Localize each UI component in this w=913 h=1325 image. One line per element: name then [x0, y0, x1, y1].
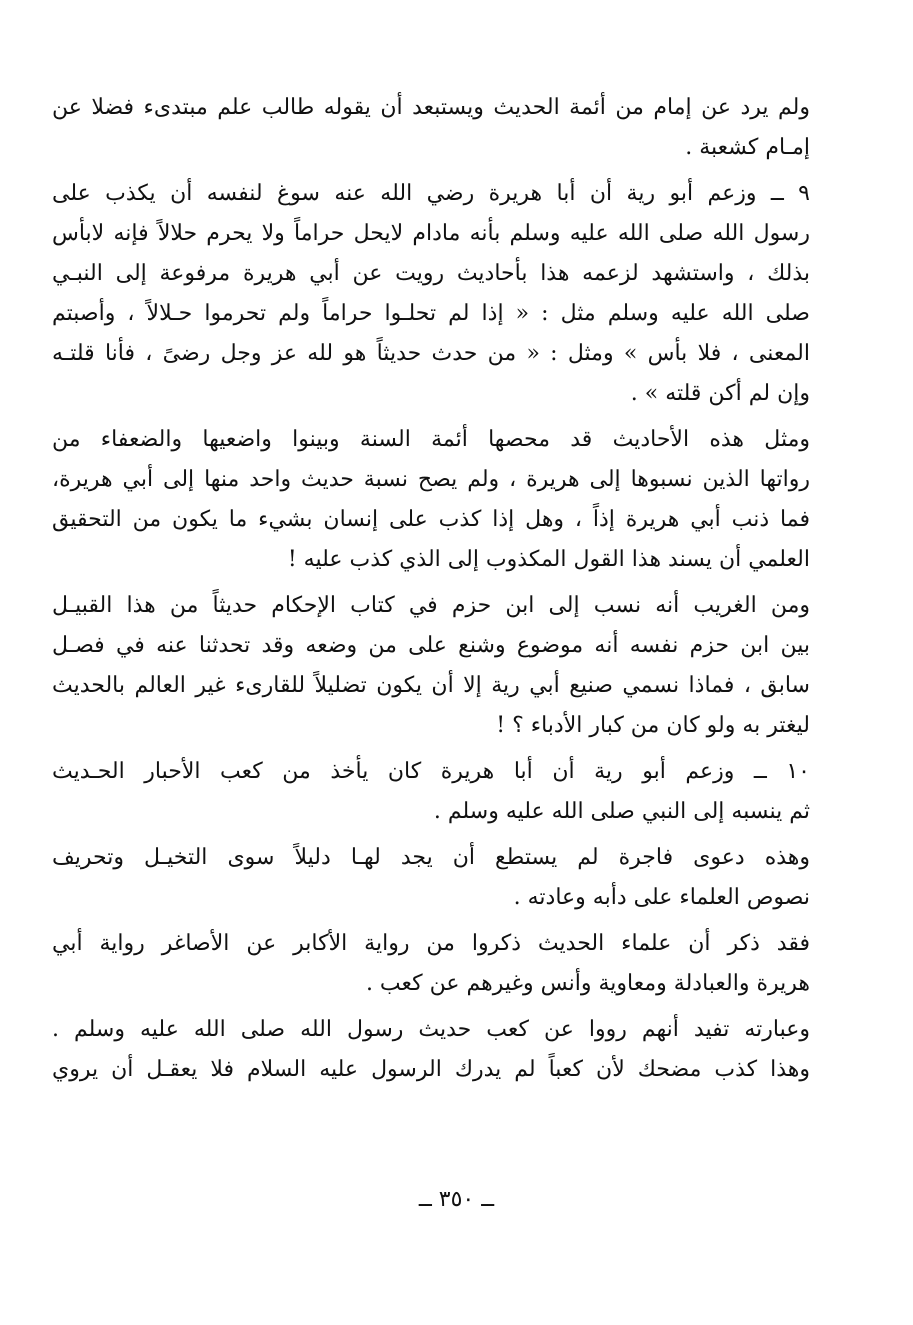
text-line: ومن الغريب أنه نسب إلى ابن حزم في كتاب الإحكام حديثاً من هذا القبيـل: [52, 593, 810, 618]
text-line: نصوص العلماء على دأبه وعادته .: [513, 885, 810, 910]
paragraph-2: [52, 174, 810, 414]
text-line: هريرة والعبادلة ومعاوية وأنس وغيرهم عن كعب .: [365, 971, 810, 996]
text-line: فقد ذكر أن علماء الحديث ذكروا من رواية الأكابر عن الأصاغر رواية أبي: [52, 931, 810, 956]
text-line: ٩ ــ وزعم أبو رية أن أبا هريرة رضي الله عنه سوغ لنفسه أن يكذب على: [52, 181, 810, 206]
text-line: وإن لم أكن قلته » .: [630, 381, 810, 406]
paragraph-4: [52, 586, 810, 746]
page-body: [52, 88, 810, 1090]
paragraph-3: [52, 420, 810, 580]
text-line: وهذه دعوى فاجرة لم يستطع أن يجد لهـا دليلاً سوى التخيـل وتحريف: [52, 845, 810, 870]
text-line: فما ذنب أبي هريرة إذاً ، وهل إذا كذب على إنسان بشيء ما يكون من التحقيق: [52, 507, 810, 532]
text-line: ومثل هذه الأحاديث قد محصها أئمة السنة وبينوا واضعيها والضعفاء من: [52, 427, 810, 452]
page-number: ــ ٣٥٠ ــ: [418, 1187, 495, 1212]
paragraph-7: [52, 924, 810, 1004]
text-line: المعنى ، فلا بأس » ومثل : « من حدث حديثاً هو لله عز وجل رضىً ، فأنا قلتـه: [52, 341, 810, 366]
text-line: سابق ، فماذا نسمي صنيع أبي رية إلا أن يكون تضليلاً للقارىء غير العالم بالحديث: [52, 673, 810, 698]
paragraph-1: [52, 88, 810, 168]
text-line: إمـام كشعبة .: [685, 135, 810, 160]
text-line: ولم يرد عن إمام من أئمة الحديث ويستبعد أن يقوله طالب علم مبتدىء فضلا عن: [52, 95, 810, 120]
text-line: رسول الله صلى الله عليه وسلم بأنه مادام لايحل حراماً ولا يحرم حلالاً فإنه لابأس: [52, 221, 810, 246]
text-line: وعبارته تفيد أنهم رووا عن كعب حديث رسول الله صلى الله عليه وسلم .: [52, 1017, 810, 1042]
text-line: العلمي أن يسند هذا القول المكذوب إلى الذي كذب عليه !: [287, 547, 810, 572]
paragraph-8: [52, 1010, 810, 1090]
paragraph-6: [52, 838, 810, 918]
text-line: ثم ينسبه إلى النبي صلى الله عليه وسلم .: [433, 799, 810, 824]
paragraph-5: [52, 752, 810, 832]
text-line: رواتها الذين نسبوها إلى هريرة ، ولم يصح نسبة حديث واحد منها إلى أبي هريرة،: [52, 467, 810, 492]
text-line: صلى الله عليه وسلم مثل : « إذا لم تحلـوا حراماً ولم تحرموا حـلالاً ، وأصبتم: [52, 301, 810, 326]
text-line: وهذا كذب مضحك لأن كعباً لم يدرك الرسول عليه السلام فلا يعقـل أن يروي: [52, 1057, 810, 1082]
text-line: ١٠ ــ وزعم أبو رية أن أبا هريرة كان يأخذ من كعب الأحبار الحـديث: [52, 759, 810, 784]
text-line: بين ابن حزم نفسه أنه موضوع وشنع على من وضعه وقد تحدثنا عنه في فصـل: [52, 633, 810, 658]
text-line: ليغتر به ولو كان من كبار الأدباء ؟ !: [496, 713, 810, 738]
text-line: بذلك ، واستشهد لزعمه هذا بأحاديث رويت عن أبي هريرة مرفوعة إلى النبـي: [52, 261, 810, 286]
